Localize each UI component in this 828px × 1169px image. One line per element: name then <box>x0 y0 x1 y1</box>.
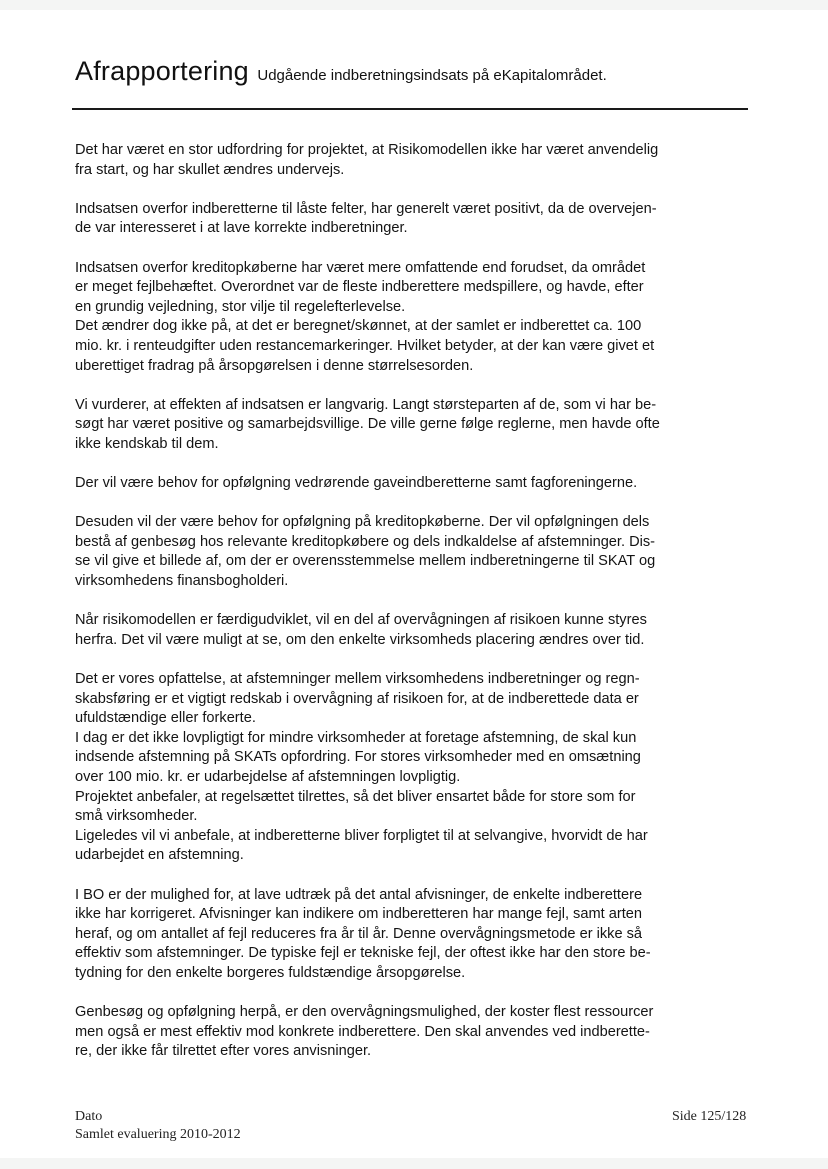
text-line: Det har været en stor udfordring for projektet, at Risikomodellen ikke har været anvendelig <box>75 142 659 158</box>
paragraph <box>75 474 759 494</box>
text-line: men også er mest effektiv mod konkrete indberettere. Den skal anvendes ved indberette- <box>75 1023 650 1040</box>
footer-right <box>672 1108 746 1126</box>
paragraph <box>75 611 759 650</box>
header-divider <box>72 108 748 110</box>
text-line: Der vil være behov for opfølgning vedrørende gaveindberetterne samt fagforeningerne. <box>75 475 638 492</box>
paragraph <box>75 396 759 455</box>
paragraph <box>75 670 759 866</box>
text-line: heraf, og om antallet af fejl reduceres fra år til år. Denne overvågningsmetode er ikke så <box>75 925 643 942</box>
text-line: Indsatsen overfor kreditopkøberne har været mere omfattende end forudset, da området <box>75 259 646 276</box>
text-line: re, der ikke får tilrettet efter vores anvisninger. <box>75 1043 372 1060</box>
text-line: er meget fejlbehæftet. Overordnet var de fleste indberettere medspillere, og havde, efter <box>75 279 644 296</box>
paragraph <box>75 513 759 591</box>
text-line: udarbejdet en afstemning. <box>75 847 244 864</box>
footer-left <box>75 1108 241 1144</box>
text-line: herfra. Det vil være muligt at se, om den enkelte virksomheds placering ændres over tid. <box>75 631 645 648</box>
footer-document-name: Samlet evaluering 2010-2012 <box>75 1127 241 1142</box>
text-line: virksomhedens finansbogholderi. <box>75 573 289 590</box>
footer-page-number: Side 125/128 <box>672 1109 747 1124</box>
document-page <box>0 10 828 1158</box>
paragraph <box>75 200 759 239</box>
text-line: Når risikomodellen er færdigudviklet, vil en del af overvågningen af risikoen kunne styres <box>75 612 647 629</box>
text-line: ufuldstændige eller forkerte. <box>75 710 256 727</box>
text-line: bestå af genbesøg hos relevante kreditopkøbere og dels indkaldelse af afstemninger. Dis- <box>75 533 656 550</box>
footer-date-label: Dato <box>75 1109 103 1124</box>
page-subtitle: Udgående indberetningsindsats på eKapitalområdet. <box>257 67 607 84</box>
text-line: Projektet anbefaler, at regelsættet tilrettes, så det bliver ensartet både for store som for <box>75 788 636 805</box>
paragraph <box>75 886 759 984</box>
text-line: effektiv som afstemninger. De typiske fejl er tekniske fejl, der oftest ikke har den store be- <box>75 945 651 962</box>
text-line: Genbesøg og opfølgning herpå, er den overvågningsmulighed, der koster flest ressourcer <box>75 1004 654 1021</box>
text-line: Desuden vil der være behov for opfølgning på kreditopkøberne. Der vil opfølgningen dels <box>75 514 650 531</box>
text-line: Det ændrer dog ikke på, at det er beregnet/skønnet, at der samlet er indberettet ca. 100 <box>75 318 642 335</box>
text-line: skabsføring er et vigtigt redskab i overvågning af risikoen for, at de indberettede data er <box>75 690 639 707</box>
text-line: små virksomheder. <box>75 808 198 825</box>
text-line: ikke har korrigeret. Afvisninger kan indikere om indberetteren har mange fejl, samt arten <box>75 906 643 923</box>
text-line: I dag er det ikke lovpligtigt for mindre virksomheder at foretage afstemning, de skal kun <box>75 729 637 746</box>
paragraph <box>75 1003 759 1062</box>
page-header <box>75 56 755 87</box>
text-line: søgt har været positive og samarbejdsvillige. De ville gerne følge reglerne, men havde ofte <box>75 416 660 433</box>
paragraph <box>75 141 759 180</box>
text-line: mio. kr. i renteudgifter uden restancemarkeringer. Hvilket betyder, at der kan være givet et <box>75 337 655 354</box>
text-line: over 100 mio. kr. er udarbejdelse af afstemningen lovpligtig. <box>75 769 461 785</box>
text-line: se vil give et billede af, om der er overensstemmelse mellem indberetningerne til SKAT og <box>75 553 656 570</box>
text-line: fra start, og har skullet ændres undervejs. <box>75 161 345 178</box>
text-line: Indsatsen overfor indberetterne til låste felter, har generelt været positivt, da de overvejen- <box>75 200 657 217</box>
text-line: de var interesseret i at lave korrekte indberetninger. <box>75 220 408 237</box>
text-line: Vi vurderer, at effekten af indsatsen er langvarig. Langt størsteparten af de, som vi har be- <box>75 396 657 413</box>
text-line: en grundig vejledning, stor vilje til regelefterlevelse. <box>75 298 406 315</box>
text-line: I BO er der mulighed for, at lave udtræk på det antal afvisninger, de enkelte indberettere <box>75 886 643 903</box>
text-line: indsende afstemning på SKATs opfordring. For stores virksomheder med en omsætning <box>75 749 641 766</box>
page-title: Afrapportering <box>75 56 249 86</box>
text-line: tydning for den enkelte borgeres fuldstændige årsopgørelse. <box>75 964 466 981</box>
text-line: ikke kendskab til dem. <box>75 435 219 452</box>
text-line: Det er vores opfattelse, at afstemninger mellem virksomhedens indberetninger og regn- <box>75 671 640 688</box>
text-line: Ligeledes vil vi anbefale, at indberetterne bliver forpligtet til at selvangive, hvorvidt de har <box>75 827 648 844</box>
body-text <box>75 141 759 1082</box>
text-line: uberettiget fradrag på årsopgørelsen i denne størrelsesorden. <box>75 357 474 374</box>
paragraph <box>75 259 759 377</box>
